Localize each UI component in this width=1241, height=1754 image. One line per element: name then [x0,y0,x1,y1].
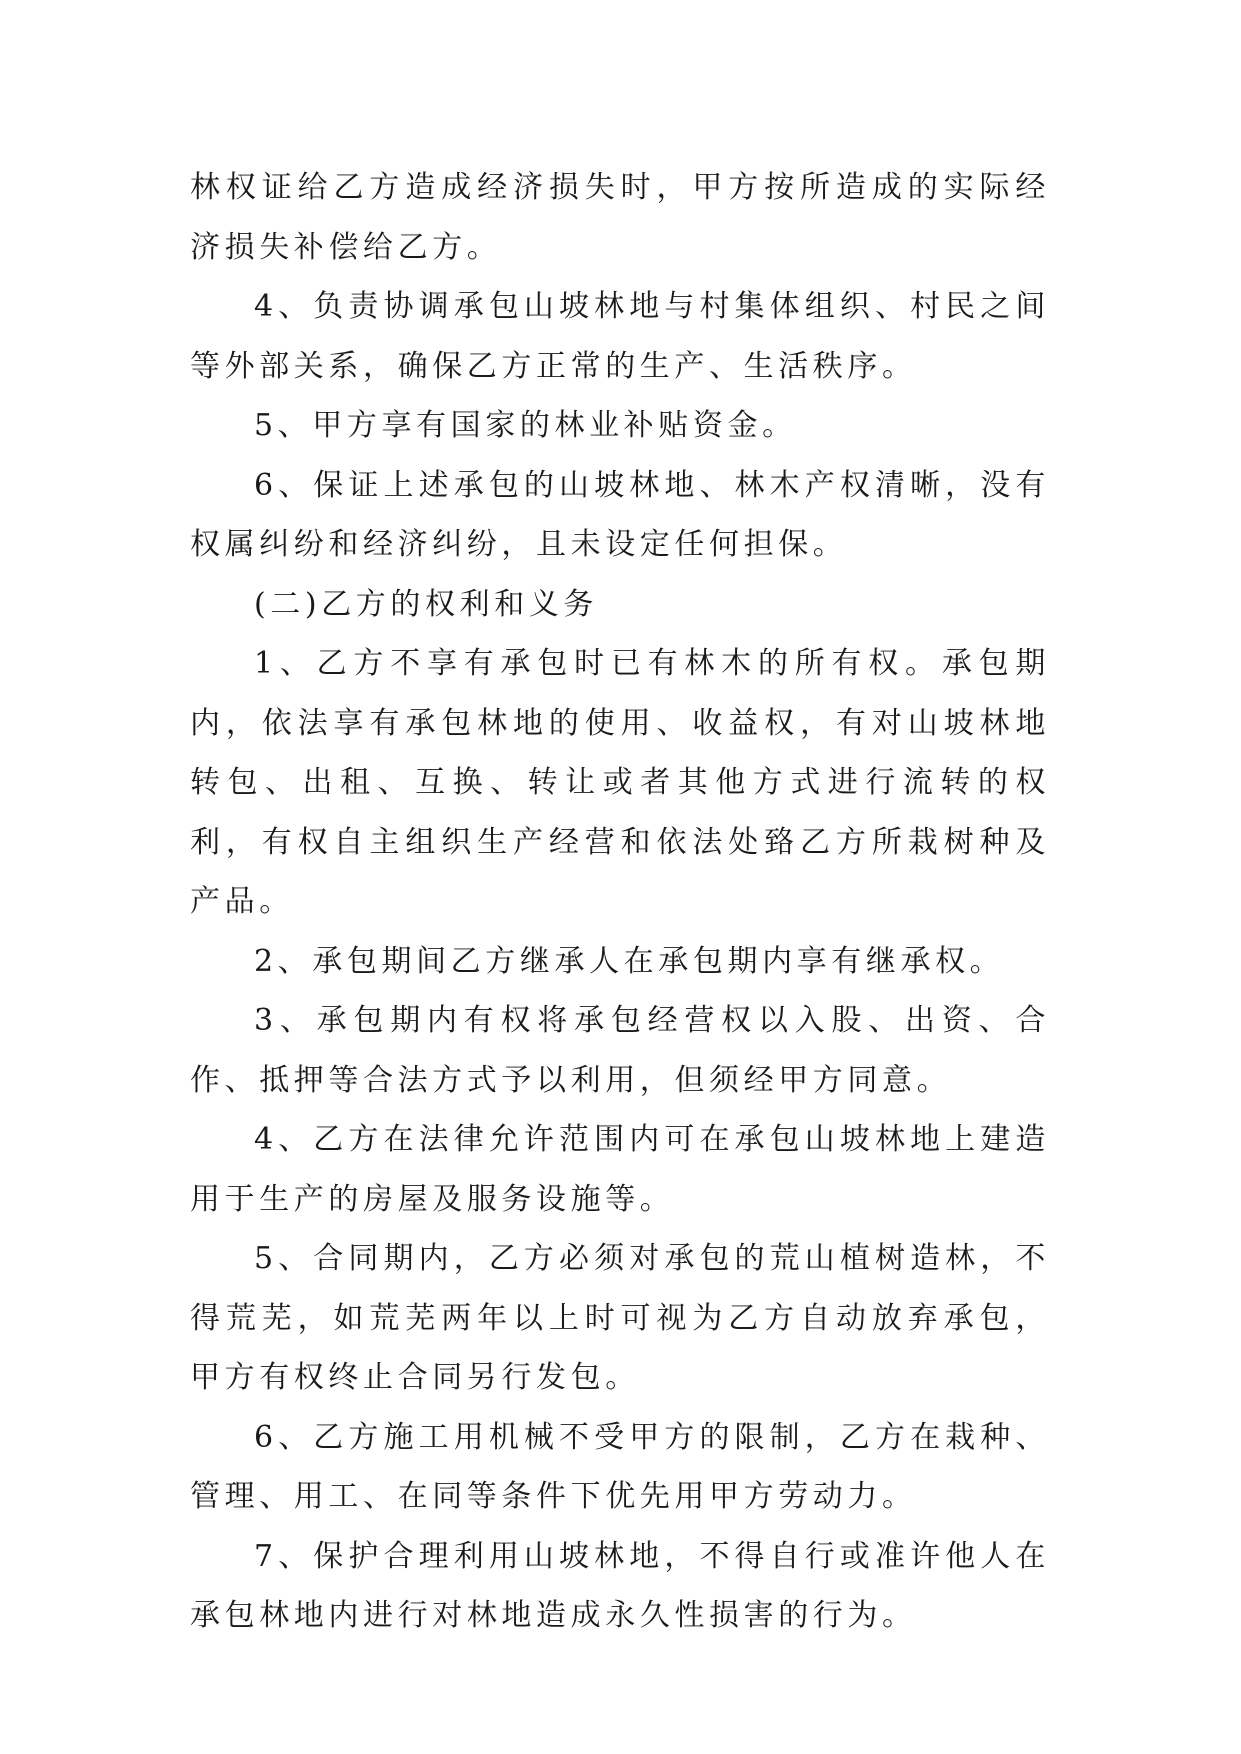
paragraph-item-5: 5、甲方享有国家的林业补贴资金。 [254,408,797,443]
paragraph-item-6: 6、保证上述承包的山坡林地、林木产权清晰，没有权属纠纷和经济纠纷，且未设定任何担保。 [190,467,1050,562]
paragraph-b-item-7: 7、保护合理利用山坡林地，不得自行或准许他人在承包林地内进行对林地造成永久性损害的行为。 [190,1538,1050,1633]
paragraph-b-item-6: 6、乙方施工用机械不受甲方的限制，乙方在栽种、管理、用工、在同等条件下优先用甲方劳动力。 [190,1419,1050,1514]
paragraph-b-item-4: 4、乙方在法律允许范围内可在承包山坡林地上建造用于生产的房屋及服务设施等。 [190,1122,1050,1217]
paragraph-continuation: 林权证给乙方造成经济损失时，甲方按所造成的实际经济损失补偿给乙方。 [190,170,1050,265]
paragraph-b-item-2: 2、承包期间乙方继承人在承包期内享有继承权。 [254,943,1005,979]
paragraph-item-4: 4、负责协调承包山坡林地与村集体组织、村民之间等外部关系，确保乙方正常的生产、生活秩序。 [190,289,1050,384]
section-heading-party-b: (二)乙方的权利和义务 [254,586,599,622]
paragraph-b-item-1: 1、乙方不享有承包时已有林木的所有权。承包期内，依法享有承包林地的使用、收益权，有对山坡林地转包、出租、互换、转让或者其他方式进行流转的权利，有权自主组织生产经营和依法处臵乙方所栽树种及产品。 [190,646,1050,919]
paragraph-b-item-3: 3、承包期内有权将承包经营权以入股、出资、合作、抵押等合法方式予以利用，但须经甲方同意。 [190,1003,1050,1098]
document-body [190,158,1050,1646]
paragraph-b-item-5: 5、合同期内，乙方必须对承包的荒山植树造林，不得荒芜，如荒芜两年以上时可视为乙方自动放弃承包，甲方有权终止合同另行发包。 [190,1241,1050,1395]
